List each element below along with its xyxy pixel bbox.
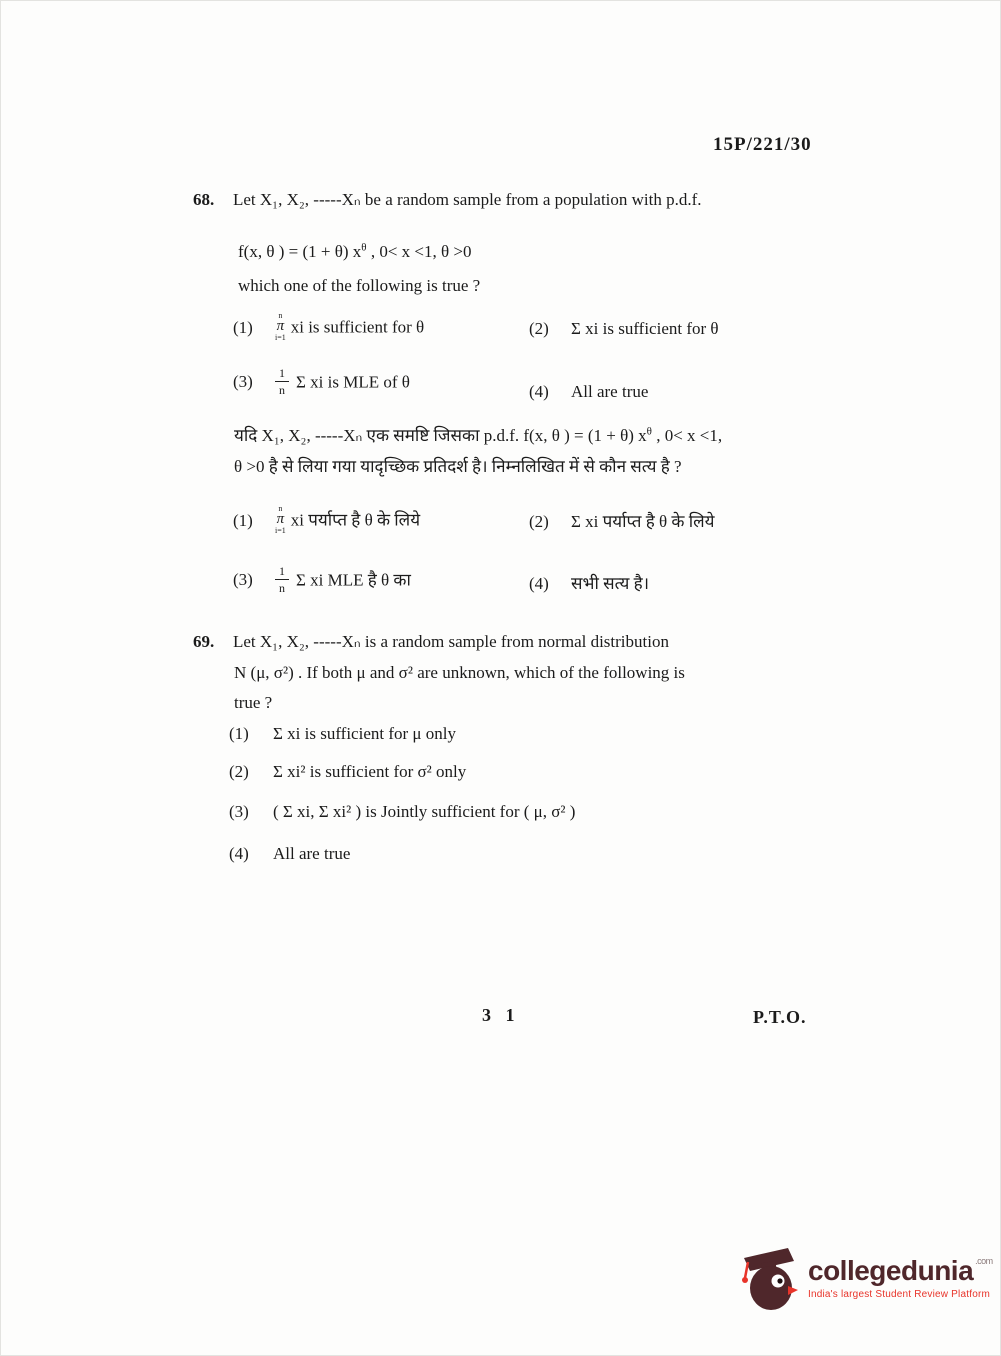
question-69-line3: true ?: [234, 693, 273, 712]
option-text: xi पर्याप्त है θ के लिये: [290, 510, 421, 530]
option-number: (4): [229, 844, 249, 863]
q68-option-3: [233, 366, 410, 398]
hindi-formula-post: , 0< x <1,: [651, 426, 723, 445]
question-69-number: 69.: [193, 632, 215, 651]
option-text: All are true: [273, 844, 351, 863]
page-number: 3 1: [482, 1005, 520, 1025]
option-number: (2): [529, 319, 549, 338]
q68-hindi-option-2: [529, 511, 714, 533]
question-69-line2: N (μ, σ²) . If both μ and σ² are unknown, which of the following is: [234, 663, 685, 682]
q68-hindi-line2: θ >0 है से लिया गया यादृच्छिक प्रतिदर्श है। निम्नलिखित में से कौन सत्य है ?: [234, 457, 682, 476]
logo-brand-name: collegedunia: [808, 1254, 974, 1286]
option-number: (2): [229, 762, 249, 781]
formula-post: , 0< x <1, θ >0: [366, 242, 472, 261]
q68-hindi-option-4: [529, 573, 649, 595]
option-text: Σ xi is sufficient for θ: [571, 319, 719, 338]
option-text: Σ xi पर्याप्त है θ के लिये: [571, 512, 715, 531]
paper-code: 15P/221/30: [713, 134, 812, 155]
product-operator-icon: n π i=1: [275, 504, 286, 535]
question-69-intro: [193, 631, 833, 653]
fraction-one-over-n: $\frac{1}{n}$: [275, 565, 289, 594]
formula-pre: f(x, θ ) = (1 + θ) x: [238, 242, 362, 261]
option-text: ( Σ xi, Σ xi² ) is Jointly sufficient for ( μ, σ² ): [273, 802, 576, 821]
product-operator-icon: n π i=1: [275, 311, 286, 342]
question-68-number: 68.: [193, 190, 215, 209]
question-69-line1: Let X₁, X₂, -----Xₙ is a random sample from normal distribution: [233, 632, 669, 651]
question-68-intro: [193, 189, 833, 211]
q68-hindi-option-3: [233, 564, 411, 596]
logo-tagline: India's largest Student Review Platform: [808, 1288, 991, 1300]
q68-hindi-line1: [234, 425, 722, 447]
option-number: (3): [233, 570, 253, 590]
option-text: Σ xi is sufficient for μ only: [273, 724, 457, 743]
q68-option-4: [529, 381, 648, 403]
option-number: (2): [529, 512, 549, 531]
q68-option-2: [529, 318, 719, 340]
option-number: (4): [529, 382, 549, 401]
logo-tld: .com: [975, 1255, 993, 1266]
q68-option-1: [233, 311, 425, 344]
logo-brand: [808, 1254, 993, 1286]
question-68-intro-text: Let X₁, X₂, -----Xₙ be a random sample from a population with p.d.f.: [233, 190, 702, 209]
collegedunia-logo-text: [808, 1254, 993, 1300]
q69-option-2: [229, 761, 466, 783]
option-number: (1): [229, 724, 249, 743]
hindi-formula-pre: यदि X₁, X₂, -----Xₙ एक समष्टि जिसका p.d.f. f(x, θ ) = (1 + θ) x: [234, 426, 647, 445]
question-68-prompt: which one of the following is true ?: [238, 276, 481, 295]
collegedunia-mascot-icon: [738, 1244, 798, 1312]
option-number: (1): [233, 510, 253, 530]
option-number: (3): [229, 802, 249, 821]
q69-option-3: [229, 801, 575, 823]
option-text: xi is sufficient for θ: [290, 317, 425, 337]
option-number: (4): [529, 574, 549, 593]
option-text: Σ xi is MLE of θ: [296, 372, 410, 392]
question-68-formula: [238, 241, 471, 263]
pto-label: P.T.O.: [753, 1007, 807, 1027]
collegedunia-logo: [738, 1244, 993, 1312]
option-text: सभी सत्य है।: [571, 574, 650, 593]
q69-option-4: [229, 843, 350, 865]
fraction-one-over-n: $\frac{1}{n}$: [275, 367, 289, 396]
hindi-formula-exponent: θ: [646, 425, 652, 438]
option-number: (1): [233, 317, 253, 337]
formula-exponent: θ: [361, 241, 367, 254]
option-number: (3): [233, 372, 253, 392]
option-text: All are true: [571, 382, 649, 401]
q68-hindi-option-1: [233, 504, 421, 537]
option-text: Σ xi² is sufficient for σ² only: [273, 762, 467, 781]
q69-option-1: [229, 723, 456, 745]
option-text: Σ xi MLE है θ का: [296, 570, 411, 590]
